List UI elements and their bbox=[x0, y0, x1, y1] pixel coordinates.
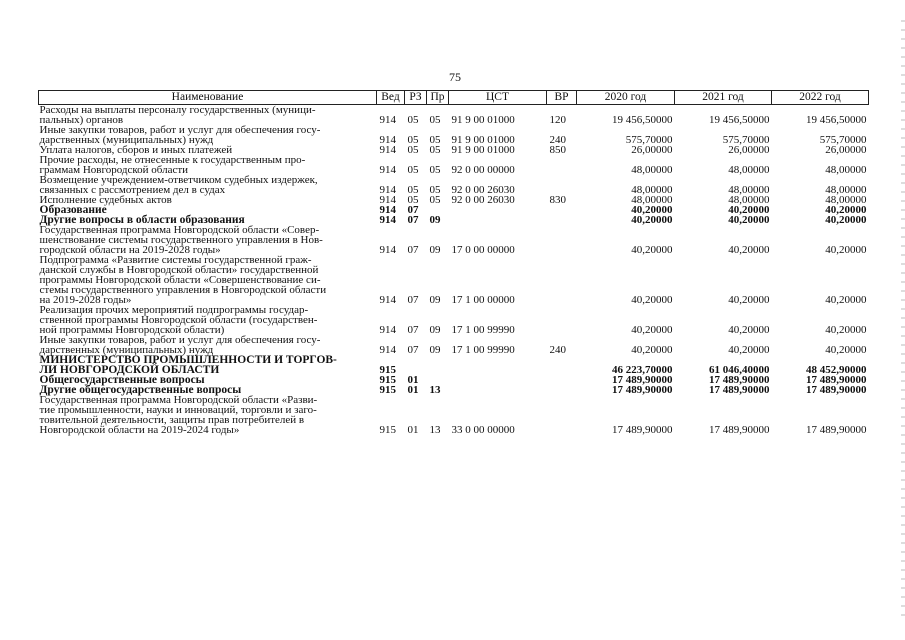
cell-name: Другие вопросы в области образования bbox=[39, 214, 245, 226]
cell-ved: 915 bbox=[379, 364, 396, 376]
cell-2020: 19 456,50000 bbox=[612, 114, 673, 126]
cell-cst bbox=[449, 355, 547, 375]
cell-pr: 05 bbox=[429, 144, 441, 156]
cell-2022: 575,70000 bbox=[819, 134, 867, 146]
cell-2021: 40,20000 bbox=[728, 324, 770, 336]
cell-cst: 33 0 00 00000 bbox=[451, 424, 515, 436]
cell-name: Расходы на выплаты персоналу государственных (муници- пальных) органов bbox=[39, 104, 316, 126]
cell-cst: 17 1 00 00000 bbox=[451, 294, 515, 306]
cell-rz: 05 bbox=[407, 144, 419, 156]
cell-vr: 240 bbox=[549, 134, 566, 146]
header-2022: 2022 год bbox=[772, 91, 869, 105]
cell-2022: 19 456,50000 bbox=[806, 114, 867, 126]
cell-cst: 91 9 00 01000 bbox=[451, 114, 515, 126]
cell-pr: 09 bbox=[429, 344, 441, 356]
header-cst: ЦСТ bbox=[449, 91, 547, 105]
cell-2021: 40,20000 bbox=[728, 214, 770, 226]
cell-2021: 17 489,90000 bbox=[709, 384, 770, 396]
scan-edge-marks bbox=[901, 20, 905, 620]
cell-pr: 05 bbox=[429, 164, 441, 176]
cell-name: Общегосударственные вопросы bbox=[39, 374, 205, 386]
cell-ved: 914 bbox=[379, 194, 396, 206]
cell-rz: 01 bbox=[407, 424, 419, 436]
cell-name: Исполнение судебных актов bbox=[39, 194, 172, 206]
cell-2022: 48,00000 bbox=[825, 184, 867, 196]
cell-cst bbox=[449, 375, 547, 385]
cell-name: Государственная программа Новгородской области «Разви- тие промышленности, науки и инноваций, торговли и заго- товительной деятельности, защиты прав потребителей в Новгородской области на 2019-2024 годы» bbox=[39, 394, 318, 436]
cell-2020: 40,20000 bbox=[631, 244, 673, 256]
cell-rz: 07 bbox=[407, 344, 419, 356]
cell-name: МИНИСТЕРСТВО ПРОМЫШЛЕННОСТИ И ТОРГОВ- ЛИ НОВГОРОДСКОЙ ОБЛАСТИ bbox=[39, 354, 337, 376]
cell-vr bbox=[547, 385, 577, 395]
cell-name: Подпрограмма «Развитие системы государственной граж- данской службы в Новгородской области» государственной программы Новгородской области «Совершенствование си- стемы государственного управления в Новгородской области на 2019-2028 годы» bbox=[39, 254, 327, 306]
cell-vr bbox=[547, 155, 577, 175]
cell-2020: 40,20000 bbox=[631, 214, 673, 226]
cell-rz: 05 bbox=[407, 184, 419, 196]
cell-pr: 05 bbox=[429, 194, 441, 206]
cell-2020: 40,20000 bbox=[631, 294, 673, 306]
cell-ved: 915 bbox=[379, 374, 396, 386]
cell-2022: 40,20000 bbox=[825, 214, 867, 226]
cell-ved: 914 bbox=[379, 164, 396, 176]
cell-2020: 48,00000 bbox=[631, 164, 673, 176]
cell-name: Уплата налогов, сборов и иных платежей bbox=[39, 144, 233, 156]
table-row bbox=[39, 355, 869, 375]
cell-vr bbox=[547, 395, 577, 435]
cell-2020: 40,20000 bbox=[631, 204, 673, 216]
cell-ved: 914 bbox=[379, 244, 396, 256]
cell-rz: 05 bbox=[407, 164, 419, 176]
cell-rz: 01 bbox=[407, 374, 419, 386]
table-row bbox=[39, 155, 869, 175]
cell-vr bbox=[547, 375, 577, 385]
cell-ved: 914 bbox=[379, 144, 396, 156]
cell-vr bbox=[547, 175, 577, 195]
cell-rz: 07 bbox=[407, 214, 419, 226]
cell-name: Реализация прочих мероприятий подпрограммы государ- ственной программы Новгородской области (государствен- ной программы Новгородской области) bbox=[39, 304, 318, 336]
cell-2022: 48,00000 bbox=[825, 194, 867, 206]
cell-rz: 05 bbox=[407, 194, 419, 206]
cell-pr: 13 bbox=[429, 384, 441, 396]
cell-2020: 46 223,70000 bbox=[612, 364, 673, 376]
cell-rz: 07 bbox=[407, 204, 419, 216]
cell-cst: 17 1 00 99990 bbox=[451, 344, 515, 356]
cell-pr: 09 bbox=[429, 214, 441, 226]
cell-2021: 48,00000 bbox=[728, 164, 770, 176]
page-number: 75 bbox=[449, 70, 461, 84]
cell-2021: 40,20000 bbox=[728, 344, 770, 356]
cell-2022: 40,20000 bbox=[825, 324, 867, 336]
cell-2022: 40,20000 bbox=[825, 244, 867, 256]
cell-2022: 17 489,90000 bbox=[806, 384, 867, 396]
cell-vr: 830 bbox=[549, 194, 566, 206]
cell-2022: 17 489,90000 bbox=[806, 374, 867, 386]
cell-2022: 26,00000 bbox=[825, 144, 867, 156]
cell-pr: 13 bbox=[429, 424, 441, 436]
cell-2020: 17 489,90000 bbox=[612, 424, 673, 436]
cell-2022: 17 489,90000 bbox=[806, 424, 867, 436]
cell-cst: 92 0 00 26030 bbox=[451, 184, 515, 196]
cell-vr bbox=[547, 255, 577, 305]
cell-vr bbox=[547, 205, 577, 215]
header-rz: РЗ bbox=[405, 91, 427, 105]
cell-name: Другие общегосударственные вопросы bbox=[39, 384, 242, 396]
cell-2020: 26,00000 bbox=[631, 144, 673, 156]
budget-table bbox=[38, 90, 869, 435]
cell-ved: 914 bbox=[379, 294, 396, 306]
cell-pr: 05 bbox=[429, 184, 441, 196]
cell-pr: 05 bbox=[429, 114, 441, 126]
header-vr: ВР bbox=[547, 91, 577, 105]
cell-vr bbox=[547, 215, 577, 225]
cell-vr: 850 bbox=[549, 144, 566, 156]
table-row bbox=[39, 255, 869, 305]
cell-pr: 09 bbox=[429, 244, 441, 256]
cell-2021: 48,00000 bbox=[728, 184, 770, 196]
cell-2022: 40,20000 bbox=[825, 344, 867, 356]
cell-2022: 48,00000 bbox=[825, 164, 867, 176]
cell-2021: 17 489,90000 bbox=[709, 374, 770, 386]
cell-rz bbox=[405, 355, 427, 375]
cell-2020: 17 489,90000 bbox=[612, 384, 673, 396]
cell-ved: 914 bbox=[379, 214, 396, 226]
cell-2022: 48 452,90000 bbox=[806, 364, 867, 376]
cell-vr: 240 bbox=[549, 344, 566, 356]
cell-ved: 915 bbox=[379, 424, 396, 436]
header-2020: 2020 год bbox=[577, 91, 675, 105]
cell-cst: 17 0 00 00000 bbox=[451, 244, 515, 256]
cell-2020: 48,00000 bbox=[631, 194, 673, 206]
cell-name: Образование bbox=[39, 204, 107, 216]
cell-rz: 07 bbox=[407, 324, 419, 336]
cell-2021: 575,70000 bbox=[722, 134, 770, 146]
cell-cst: 91 9 00 01000 bbox=[451, 144, 515, 156]
cell-name: Иные закупки товаров, работ и услуг для обеспечения госу- дарственных (муниципальных) нужд bbox=[39, 334, 321, 356]
cell-2022: 40,20000 bbox=[825, 204, 867, 216]
cell-name: Иные закупки товаров, работ и услуг для обеспечения госу- дарственных (муниципальных) нужд bbox=[39, 124, 321, 146]
cell-2021: 26,00000 bbox=[728, 144, 770, 156]
cell-pr: 05 bbox=[429, 134, 441, 146]
cell-2020: 48,00000 bbox=[631, 184, 673, 196]
cell-pr bbox=[427, 355, 449, 375]
cell-ved: 914 bbox=[379, 344, 396, 356]
cell-vr bbox=[547, 355, 577, 375]
header-2021: 2021 год bbox=[675, 91, 772, 105]
header-ved: Вед bbox=[377, 91, 405, 105]
cell-cst bbox=[449, 385, 547, 395]
cell-2022: 40,20000 bbox=[825, 294, 867, 306]
cell-ved: 914 bbox=[379, 134, 396, 146]
table-row bbox=[39, 395, 869, 435]
cell-name: Прочие расходы, не отнесенные к государственным про- граммам Новгородской области bbox=[39, 154, 306, 176]
cell-rz: 05 bbox=[407, 134, 419, 146]
table-row bbox=[39, 335, 869, 355]
cell-rz: 07 bbox=[407, 244, 419, 256]
cell-2020: 40,20000 bbox=[631, 324, 673, 336]
cell-ved: 914 bbox=[379, 324, 396, 336]
cell-ved: 914 bbox=[379, 204, 396, 216]
table-row bbox=[39, 305, 869, 335]
cell-cst: 17 1 00 99990 bbox=[451, 324, 515, 336]
cell-name: Государственная программа Новгородской области «Совер- шенствование системы государственного управления в Нов- городской области на 2019-2028 годы» bbox=[39, 224, 323, 256]
cell-2021: 61 046,40000 bbox=[709, 364, 770, 376]
table-row bbox=[39, 225, 869, 255]
cell-2021: 40,20000 bbox=[728, 204, 770, 216]
cell-2020: 17 489,90000 bbox=[612, 374, 673, 386]
table-row bbox=[39, 105, 869, 126]
cell-2021: 40,20000 bbox=[728, 244, 770, 256]
header-pr: Пр bbox=[427, 91, 449, 105]
table-row bbox=[39, 125, 869, 145]
cell-ved: 915 bbox=[379, 384, 396, 396]
cell-pr: 09 bbox=[429, 294, 441, 306]
cell-2021: 40,20000 bbox=[728, 294, 770, 306]
header-name: Наименование bbox=[39, 91, 377, 105]
cell-rz: 05 bbox=[407, 114, 419, 126]
cell-cst bbox=[449, 205, 547, 215]
cell-cst: 92 0 00 26030 bbox=[451, 194, 515, 206]
cell-cst: 92 0 00 00000 bbox=[451, 164, 515, 176]
cell-cst: 91 9 00 01000 bbox=[451, 134, 515, 146]
cell-pr: 09 bbox=[429, 324, 441, 336]
cell-rz: 01 bbox=[407, 384, 419, 396]
table-header-row bbox=[39, 91, 869, 105]
cell-rz: 07 bbox=[407, 294, 419, 306]
table-body bbox=[39, 105, 869, 436]
cell-2020: 575,70000 bbox=[625, 134, 673, 146]
cell-ved: 914 bbox=[379, 184, 396, 196]
cell-ved: 914 bbox=[379, 114, 396, 126]
cell-2021: 48,00000 bbox=[728, 194, 770, 206]
cell-2020: 40,20000 bbox=[631, 344, 673, 356]
table-row bbox=[39, 175, 869, 195]
cell-cst bbox=[449, 215, 547, 225]
cell-vr bbox=[547, 305, 577, 335]
cell-2021: 19 456,50000 bbox=[709, 114, 770, 126]
cell-vr bbox=[547, 225, 577, 255]
cell-2021: 17 489,90000 bbox=[709, 424, 770, 436]
cell-vr: 120 bbox=[549, 114, 566, 126]
cell-name: Возмещение учреждением-ответчиком судебных издержек, связанных с рассмотрением дел в судах bbox=[39, 174, 318, 196]
